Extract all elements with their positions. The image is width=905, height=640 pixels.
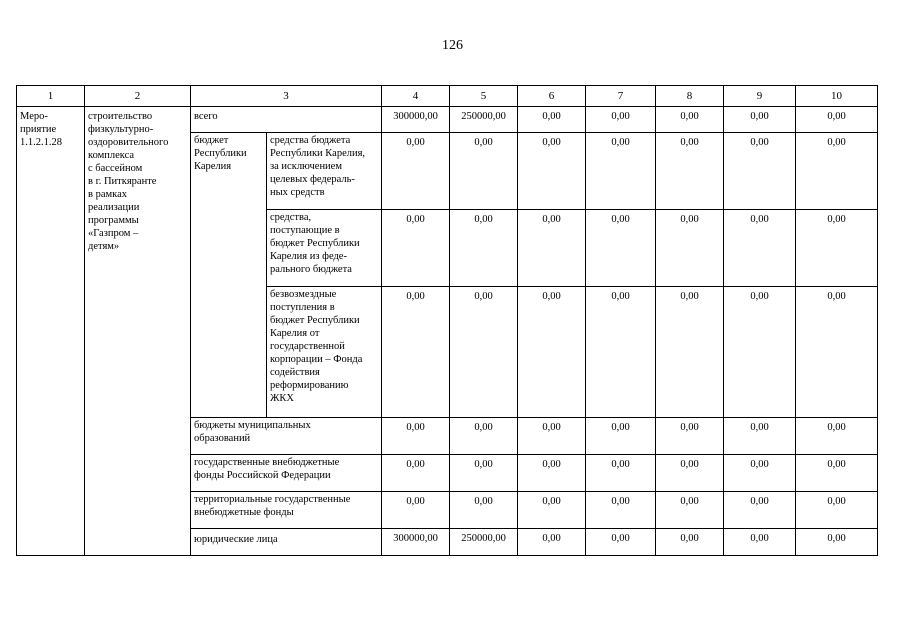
value-cell: 300000,00	[382, 529, 450, 556]
value-cell: 0,00	[796, 455, 878, 492]
value-cell: 0,00	[796, 418, 878, 455]
value-cell: 0,00	[586, 287, 656, 418]
value-cell: 0,00	[796, 529, 878, 556]
value-cell: 0,00	[724, 287, 796, 418]
value-cell: 0,00	[518, 133, 586, 210]
table-header-row	[17, 86, 878, 107]
value-cell: 0,00	[586, 529, 656, 556]
value-cell: 0,00	[656, 529, 724, 556]
value-cell: 0,00	[518, 418, 586, 455]
row-label: государственные внебюджетные фонды Российской Федерации	[191, 455, 382, 492]
value-cell: 0,00	[382, 133, 450, 210]
value-cell: 0,00	[586, 455, 656, 492]
header-cell: 10	[796, 86, 878, 107]
budget-table	[16, 85, 878, 556]
value-cell: 0,00	[450, 418, 518, 455]
value-cell: 0,00	[656, 492, 724, 529]
value-cell: 0,00	[586, 418, 656, 455]
value-cell: 0,00	[796, 287, 878, 418]
value-cell: 0,00	[656, 107, 724, 133]
header-cell: 4	[382, 86, 450, 107]
value-cell: 0,00	[382, 455, 450, 492]
header-cell: 1	[17, 86, 85, 107]
value-cell: 0,00	[382, 418, 450, 455]
header-cell: 8	[656, 86, 724, 107]
row-label: бюджеты муниципальных образований	[191, 418, 382, 455]
value-cell: 0,00	[586, 133, 656, 210]
value-cell: 0,00	[724, 492, 796, 529]
row-label: территориальные государственные внебюджетные фонды	[191, 492, 382, 529]
table-row	[17, 107, 878, 133]
value-cell: 0,00	[586, 210, 656, 287]
value-cell: 0,00	[450, 455, 518, 492]
event-name: строительство физкультурно- оздоровительного комплекса с бассейном в г. Питкяранте в рамках реализации программы «Газпром – детям»	[85, 107, 191, 556]
value-cell: 0,00	[586, 107, 656, 133]
value-cell: 0,00	[724, 418, 796, 455]
value-cell: 0,00	[796, 133, 878, 210]
value-cell: 250000,00	[450, 107, 518, 133]
value-cell: 0,00	[724, 210, 796, 287]
value-cell: 0,00	[450, 210, 518, 287]
header-cell: 3	[191, 86, 382, 107]
value-cell: 0,00	[382, 492, 450, 529]
value-cell: 0,00	[724, 133, 796, 210]
value-cell: 0,00	[382, 210, 450, 287]
value-cell: 0,00	[518, 492, 586, 529]
value-cell: 0,00	[656, 418, 724, 455]
value-cell: 0,00	[518, 287, 586, 418]
group-label: бюджет Республики Карелия	[191, 133, 267, 418]
row-label: безвозмездные поступления в бюджет Республики Карелия от государственной корпорации – Фонда содействия реформированию ЖКХ	[267, 287, 382, 418]
value-cell: 0,00	[518, 210, 586, 287]
value-cell: 0,00	[724, 107, 796, 133]
row-label: средства, поступающие в бюджет Республики Карелия из феде- рального бюджета	[267, 210, 382, 287]
header-cell: 2	[85, 86, 191, 107]
value-cell: 0,00	[656, 133, 724, 210]
value-cell: 0,00	[724, 455, 796, 492]
value-cell: 0,00	[518, 455, 586, 492]
value-cell: 0,00	[656, 455, 724, 492]
value-cell: 0,00	[450, 492, 518, 529]
value-cell: 0,00	[518, 529, 586, 556]
value-cell: 0,00	[586, 492, 656, 529]
value-cell: 0,00	[382, 287, 450, 418]
value-cell: 0,00	[656, 210, 724, 287]
row-label: средства бюджета Республики Карелия, за исключением целевых федераль- ных средств	[267, 133, 382, 210]
value-cell: 0,00	[450, 133, 518, 210]
value-cell: 0,00	[450, 287, 518, 418]
header-cell: 9	[724, 86, 796, 107]
row-label: юридические лица	[191, 529, 382, 556]
page-number: 126	[442, 38, 463, 53]
header-cell: 7	[586, 86, 656, 107]
event-code: Меро- приятие 1.1.2.1.28	[17, 107, 85, 556]
value-cell: 250000,00	[450, 529, 518, 556]
value-cell: 0,00	[518, 107, 586, 133]
value-cell: 0,00	[724, 529, 796, 556]
value-cell: 0,00	[796, 210, 878, 287]
header-cell: 5	[450, 86, 518, 107]
row-label: всего	[191, 107, 382, 133]
header-cell: 6	[518, 86, 586, 107]
value-cell: 0,00	[796, 492, 878, 529]
value-cell: 0,00	[656, 287, 724, 418]
value-cell: 300000,00	[382, 107, 450, 133]
value-cell: 0,00	[796, 107, 878, 133]
